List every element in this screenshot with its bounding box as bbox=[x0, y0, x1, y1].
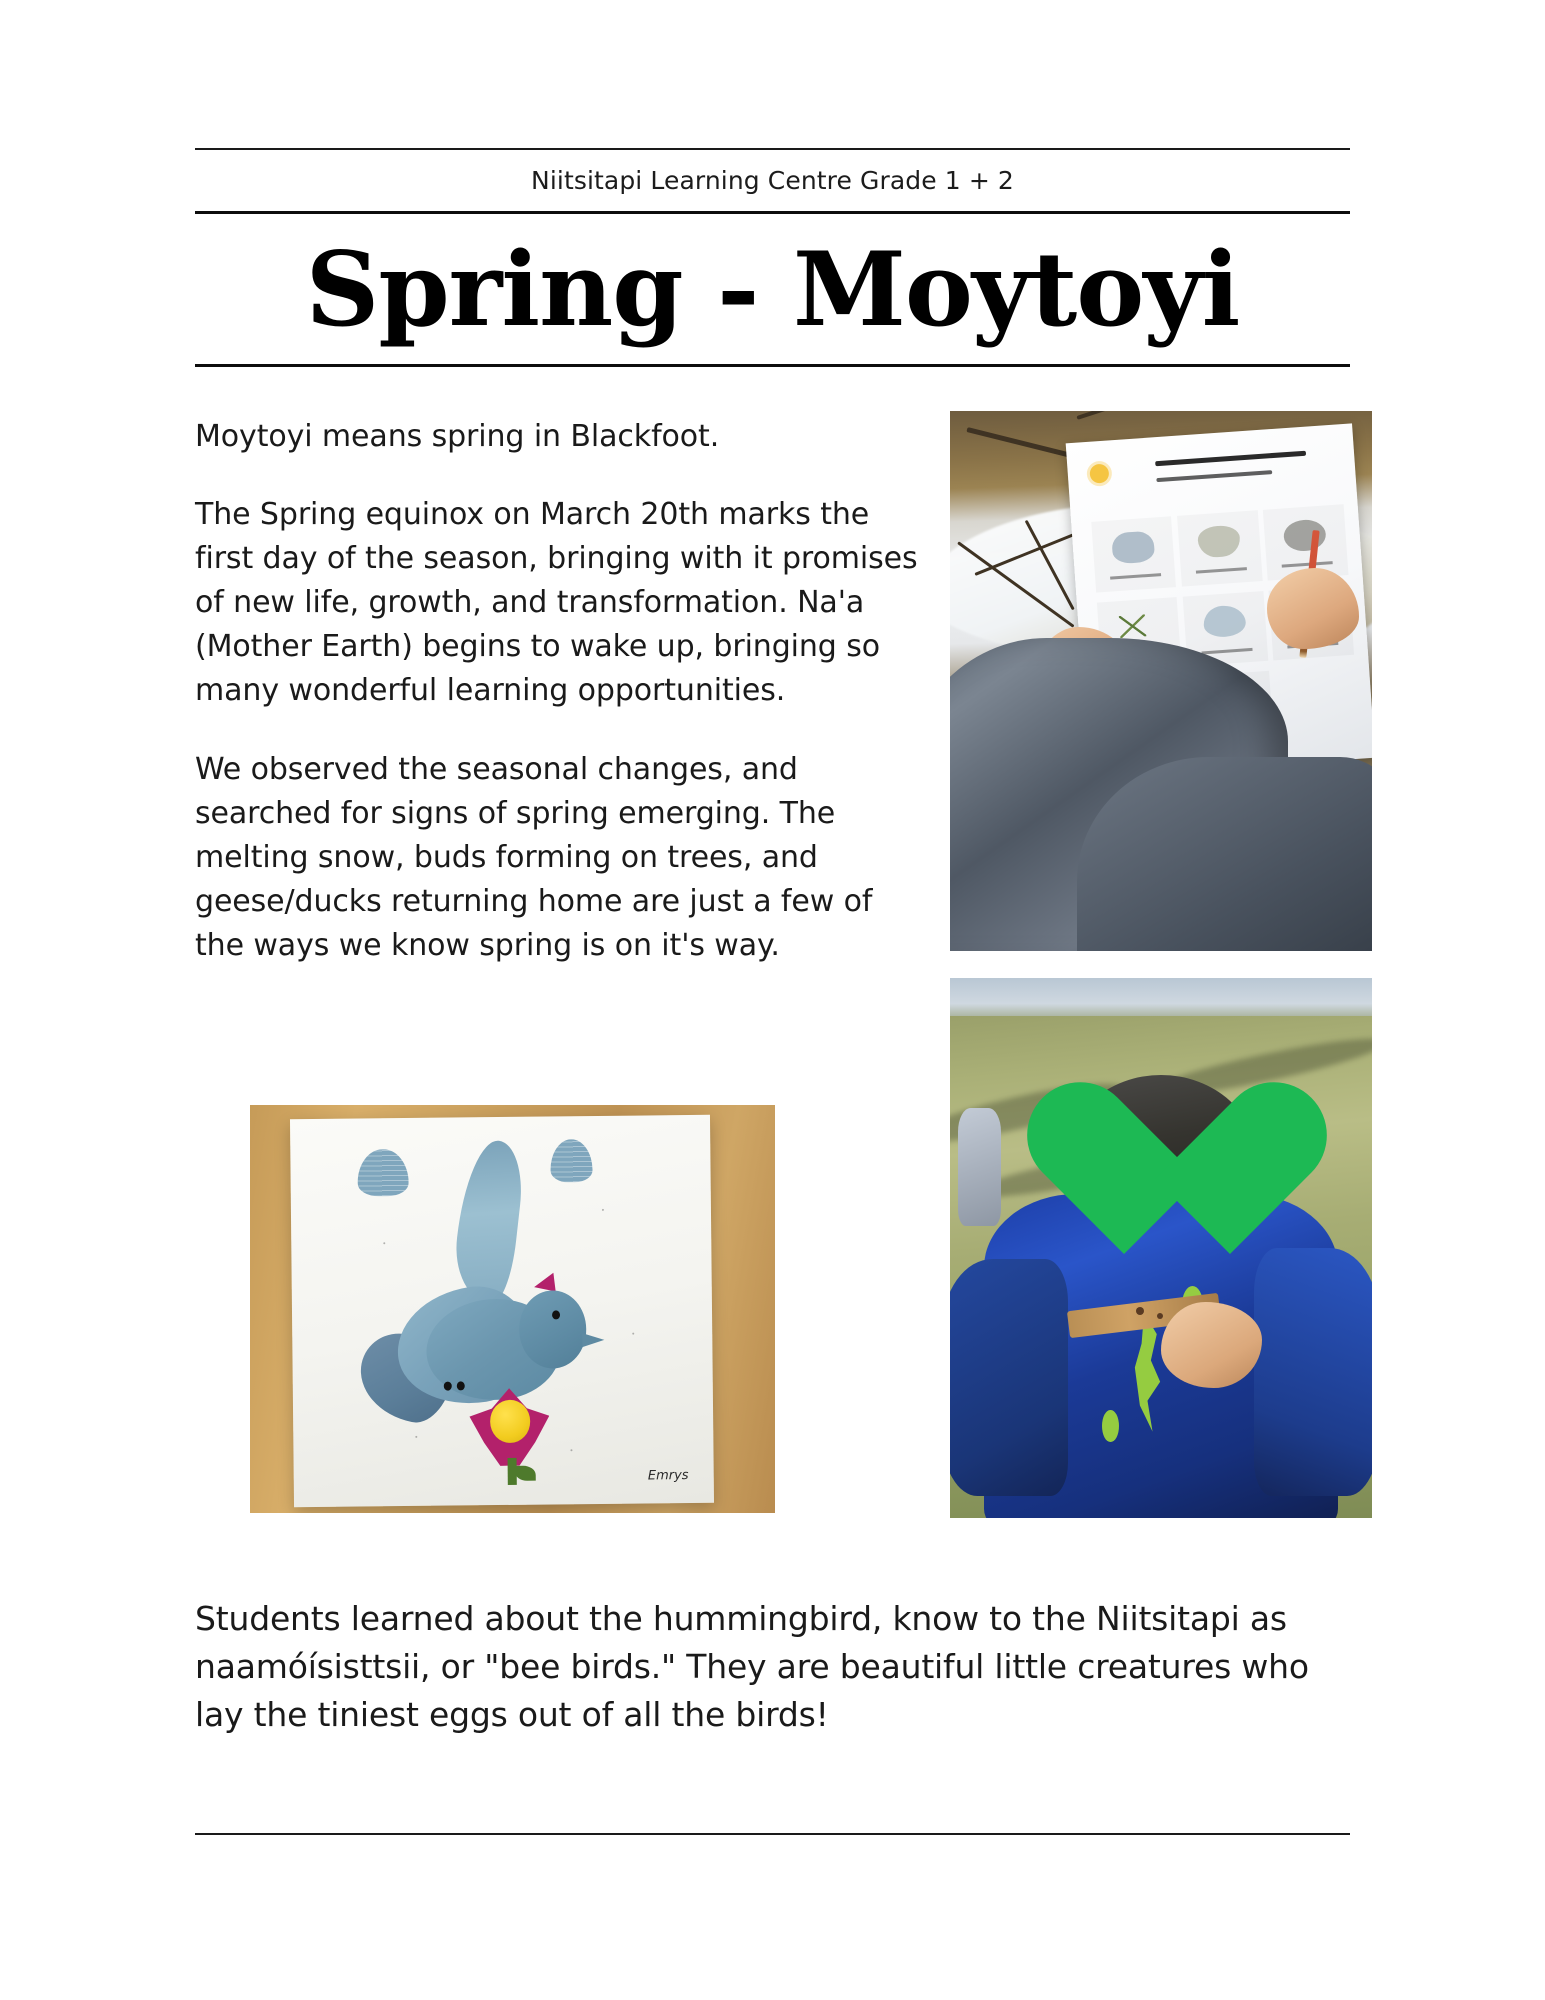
paper-speck bbox=[632, 1333, 634, 1335]
paper-speck bbox=[415, 1436, 417, 1438]
paragraph-observations: We observed the seasonal changes, and searched for signs of spring emerging. The melting snow, buds forming on trees, and geese/ducks returning home are just a few of the ways we know spring is on it's way. bbox=[195, 751, 873, 963]
bird-upper-wing bbox=[450, 1138, 527, 1306]
artwork-signature: Emrys bbox=[647, 1468, 689, 1484]
text-column bbox=[195, 415, 930, 968]
paper-speck bbox=[384, 1242, 386, 1244]
arm-right bbox=[1254, 1248, 1372, 1496]
cell-icon bbox=[1111, 530, 1155, 564]
collage-dot bbox=[444, 1381, 452, 1390]
photo-sky bbox=[950, 978, 1372, 1021]
sun-icon bbox=[1089, 463, 1109, 483]
flower-leaf bbox=[514, 1466, 535, 1482]
cell-label bbox=[1109, 573, 1160, 580]
shell-shape bbox=[551, 1140, 593, 1183]
bird-crest bbox=[534, 1270, 559, 1292]
background-person bbox=[958, 1108, 1000, 1227]
paragraph-equinox: The Spring equinox on March 20th marks the first day of the season, bringing with it promises of new life, growth, and transformation. Na'a (Mother Earth) begins to wake up, bringing so many wonderful learning opportunities. bbox=[195, 497, 918, 709]
cell-label bbox=[1195, 567, 1246, 574]
bird-head bbox=[519, 1291, 587, 1369]
cell-label bbox=[1201, 647, 1252, 654]
worksheet-header bbox=[1084, 441, 1339, 509]
paper-speck bbox=[571, 1450, 573, 1452]
white-paper bbox=[290, 1115, 714, 1507]
cell-icon bbox=[1197, 524, 1241, 558]
worksheet-title-line bbox=[1155, 450, 1306, 466]
footer-rule bbox=[195, 1833, 1350, 1835]
closing-paragraph: Students learned about the hummingbird, know to the Niitsitapi as naamóísisttsii, or "bee birds." They are beautiful little creatures who lay the tiniest eggs out of all the birds! bbox=[195, 1599, 1309, 1735]
paper-speck bbox=[602, 1209, 604, 1211]
masthead bbox=[195, 148, 1350, 367]
masthead-bottom-rule bbox=[195, 364, 1350, 367]
bird-beak bbox=[582, 1333, 604, 1347]
worksheet-cell bbox=[1177, 510, 1262, 586]
hoodie-graphic bbox=[1102, 1410, 1119, 1442]
cell-icon bbox=[1203, 604, 1247, 638]
page-title: Spring - Moytoyi bbox=[305, 229, 1240, 350]
green-heart-overlay bbox=[1018, 1086, 1228, 1296]
cell-icon bbox=[1283, 518, 1327, 552]
paragraph-intro: Moytoyi means spring in Blackfoot. bbox=[195, 419, 720, 454]
cell-label bbox=[1281, 561, 1332, 568]
worksheet-cell bbox=[1091, 516, 1176, 592]
shell-shape bbox=[357, 1149, 408, 1196]
scavenger-hunt-photo bbox=[950, 411, 1372, 951]
publication-line: Niitsitapi Learning Centre Grade 1 + 2 bbox=[531, 166, 1014, 195]
worksheet-subtitle-line bbox=[1156, 470, 1272, 482]
collage-dot bbox=[457, 1381, 465, 1390]
student-field-photo bbox=[950, 978, 1372, 1518]
grass-icon bbox=[1118, 614, 1145, 638]
bug-on-stick bbox=[1157, 1313, 1163, 1319]
bird-collage-photo bbox=[250, 1105, 775, 1513]
